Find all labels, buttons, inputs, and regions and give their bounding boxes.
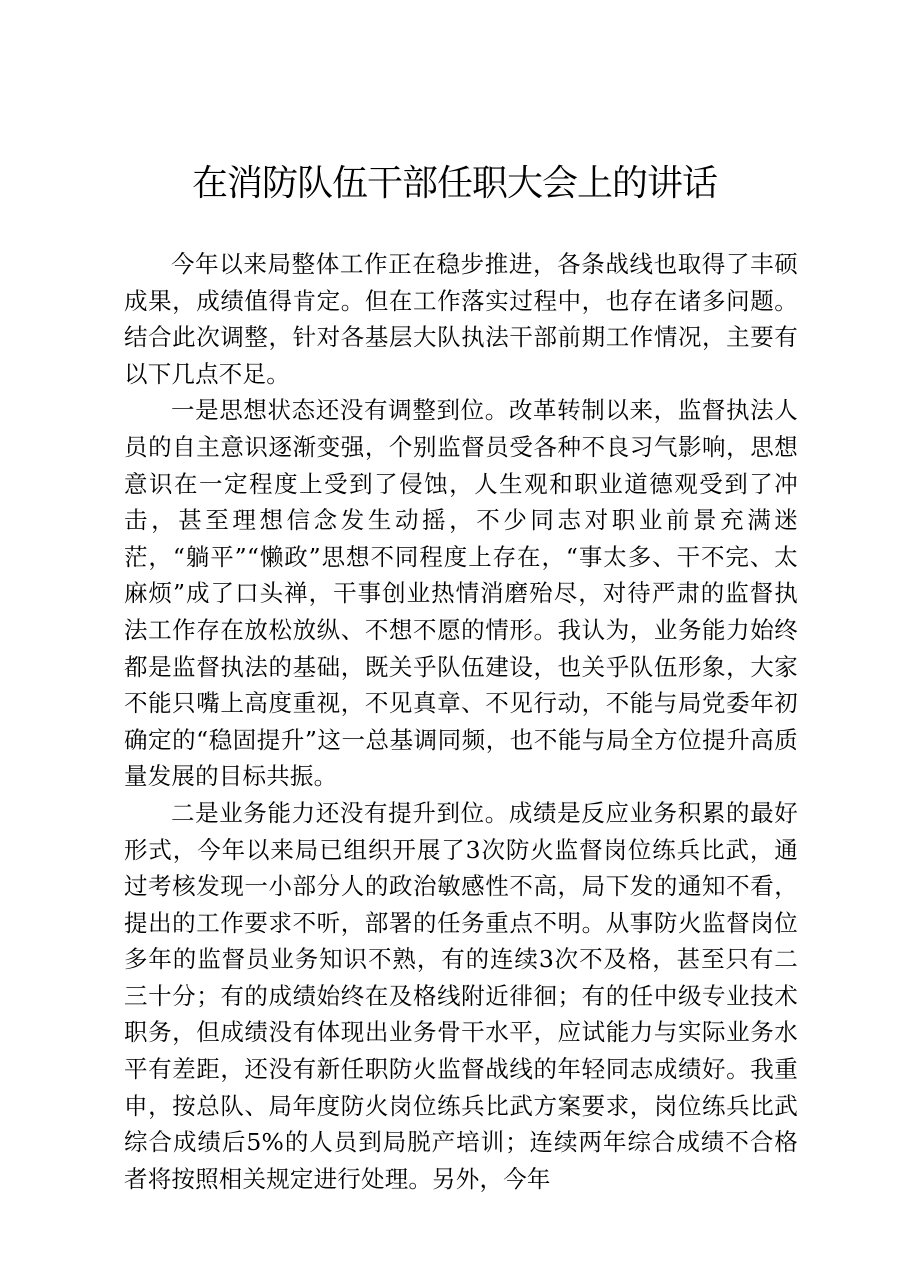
paragraph-intro: 今年以来局整体工作正在稳步推进，各条战线也取得了丰硕成果，成绩值得肯定。但在工作落实过程中，也存在诸多问题。结合此次调整，针对各基层大队执法干部前期工作情况，主要有以下几点不足。 (124, 250, 798, 388)
paragraph-point-one: 一是思想状态还没有调整到位。改革转制以来，监督执法人员的自主意识逐渐变强，个别监督员受各种不良习气影响，思想意识在一定程度上受到了侵蚀，人生观和职业道德观受到了冲击，甚至理想信念发生动摇，不少同志对职业前景充满迷茫，“躺平”“懒政”思想不同程度上存在，“事太多、干不完、太麻烦”成了口头禅，干事创业热情消磨殆尽，对待严肃的监督执法工作存在放松放纵、不想不愿的情形。我认为，业务能力始终都是监督执法的基础，既关乎队伍建设，也关乎队伍形象，大家不能只嘴上高度重视，不见真章、不见行动，不能与局党委年初确定的“稳固提升”这一总基调同频，也不能与局全方位提升高质量发展的目标共振。 (124, 396, 798, 791)
paragraph-point-two: 二是业务能力还没有提升到位。成绩是反应业务积累的最好形式，今年以来局已组织开展了3次防火监督岗位练兵比武，通过考核发现一小部分人的政治敏感性不高，局下发的通知不看，提出的工作要求不听，部署的任务重点不明。从事防火监督岗位多年的监督员业务知识不熟，有的连续3次不及格，甚至只有二三十分；有的成绩始终在及格线附近徘徊；有的任中级专业技术职务，但成绩没有体现出业务骨干水平，应试能力与实际业务水平有差距，还没有新任职防火监督战线的年轻同志成绩好。我重申，按总队、局年度防火岗位练兵比武方案要求，岗位练兵比武综合成绩后5%的人员到局脱产培训；连续两年综合成绩不合格者将按照相关规定进行处理。另外，今年 (124, 798, 798, 1193)
document-title: 在消防队伍干部任职大会上的讲话 (191, 163, 717, 204)
document-body (124, 246, 798, 1197)
